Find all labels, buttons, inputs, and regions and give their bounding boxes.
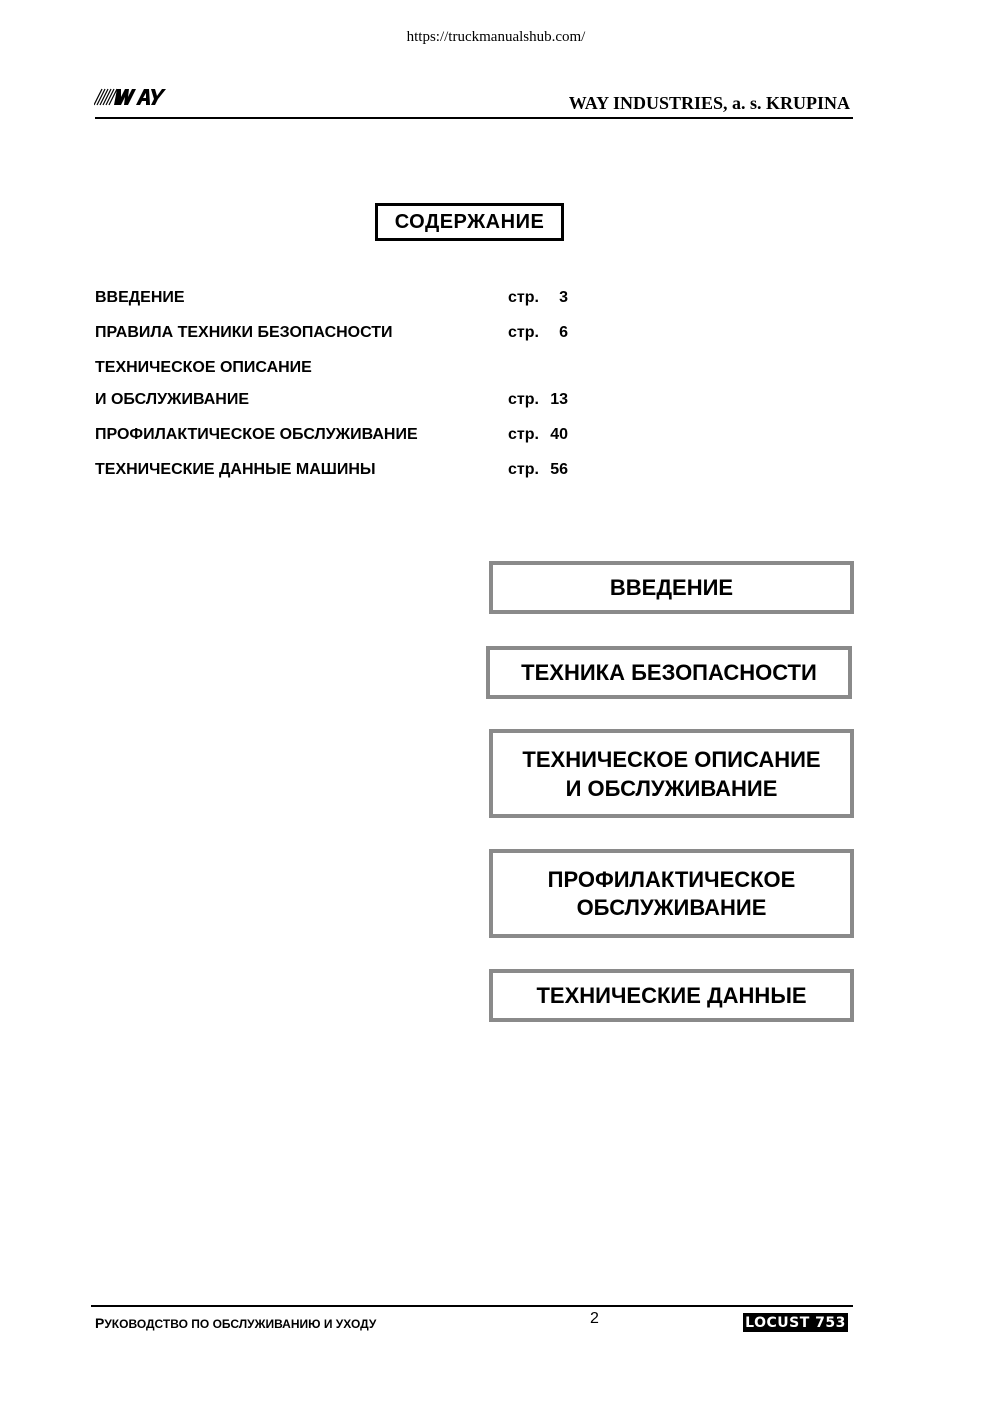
toc-entry-title: ТЕХНИЧЕСКОЕ ОПИСАНИЕ <box>95 359 312 376</box>
toc-page-number: 6 <box>559 324 568 341</box>
toc-entry-technical-description-line1[interactable] <box>95 359 575 379</box>
section-box-technical-description <box>489 729 854 818</box>
toc-entry-safety-rules[interactable] <box>95 324 575 344</box>
section-box-safety <box>486 646 852 699</box>
toc-page-number: 13 <box>550 391 568 408</box>
header-rule <box>95 117 853 119</box>
section-label-line2: И ОБСЛУЖИВАНИЕ <box>565 775 778 801</box>
toc-entry-title: ПРАВИЛА ТЕХНИКИ БЕЗОПАСНОСТИ <box>95 324 393 341</box>
toc-entry-title-continued: И ОБСЛУЖИВАНИЕ <box>95 391 250 408</box>
section-label: ТЕХНИКА БЕЗОПАСНОСТИ <box>521 660 817 685</box>
toc-entry-title: ТЕХНИЧЕСКИЕ ДАННЫЕ МАШИНЫ <box>95 461 376 478</box>
toc-page-number: 56 <box>550 461 568 478</box>
footer-manual-title <box>95 1315 376 1331</box>
source-url: https://truckmanualshub.com/ <box>406 29 586 45</box>
section-label-line1: ТЕХНИЧЕСКОЕ ОПИСАНИЕ <box>522 746 821 772</box>
section-label-line1: ПРОФИЛАКТИЧЕСКОЕ <box>547 866 796 892</box>
footer-manual-rest: УКОВОДСТВО ПО ОБСЛУЖИВАНИЮ И УХОДУ <box>104 1317 377 1331</box>
toc-page-prefix: стр. <box>508 391 539 408</box>
model-badge: LOCUST 753 <box>743 1313 848 1332</box>
section-label-line2: ОБСЛУЖИВАНИЕ <box>576 894 767 920</box>
way-logo <box>94 87 174 107</box>
toc-entry-introduction[interactable] <box>95 289 575 309</box>
footer-rule <box>91 1305 853 1307</box>
toc-page-prefix: стр. <box>508 461 539 478</box>
page-number: 2 <box>590 1310 599 1327</box>
section-label: ВВЕДЕНИЕ <box>609 575 734 600</box>
toc-page-prefix: стр. <box>508 324 539 341</box>
toc-page-number: 3 <box>559 289 568 306</box>
toc-page-number: 40 <box>550 426 568 443</box>
section-box-preventive-maintenance <box>489 849 854 938</box>
toc-entry-title: ПРОФИЛАКТИЧЕСКОЕ ОБСЛУЖИВАНИЕ <box>95 426 418 443</box>
toc-entry-title: ВВЕДЕНИЕ <box>95 289 185 306</box>
toc-entry-preventive-maintenance[interactable] <box>95 426 575 446</box>
section-box-technical-data <box>489 969 854 1022</box>
section-box-introduction <box>489 561 854 614</box>
toc-page-prefix: стр. <box>508 289 539 306</box>
toc-entry-technical-description[interactable] <box>95 391 575 411</box>
toc-page-prefix: стр. <box>508 426 539 443</box>
footer-manual-initial: Р <box>95 1315 105 1331</box>
toc-title: СОДЕРЖАНИЕ <box>375 203 564 241</box>
toc-entry-technical-data[interactable] <box>95 461 575 481</box>
company-name: WAY INDUSTRIES, a. s. KRUPINA <box>568 93 850 113</box>
section-label: ТЕХНИЧЕСКИЕ ДАННЫЕ <box>536 983 807 1008</box>
